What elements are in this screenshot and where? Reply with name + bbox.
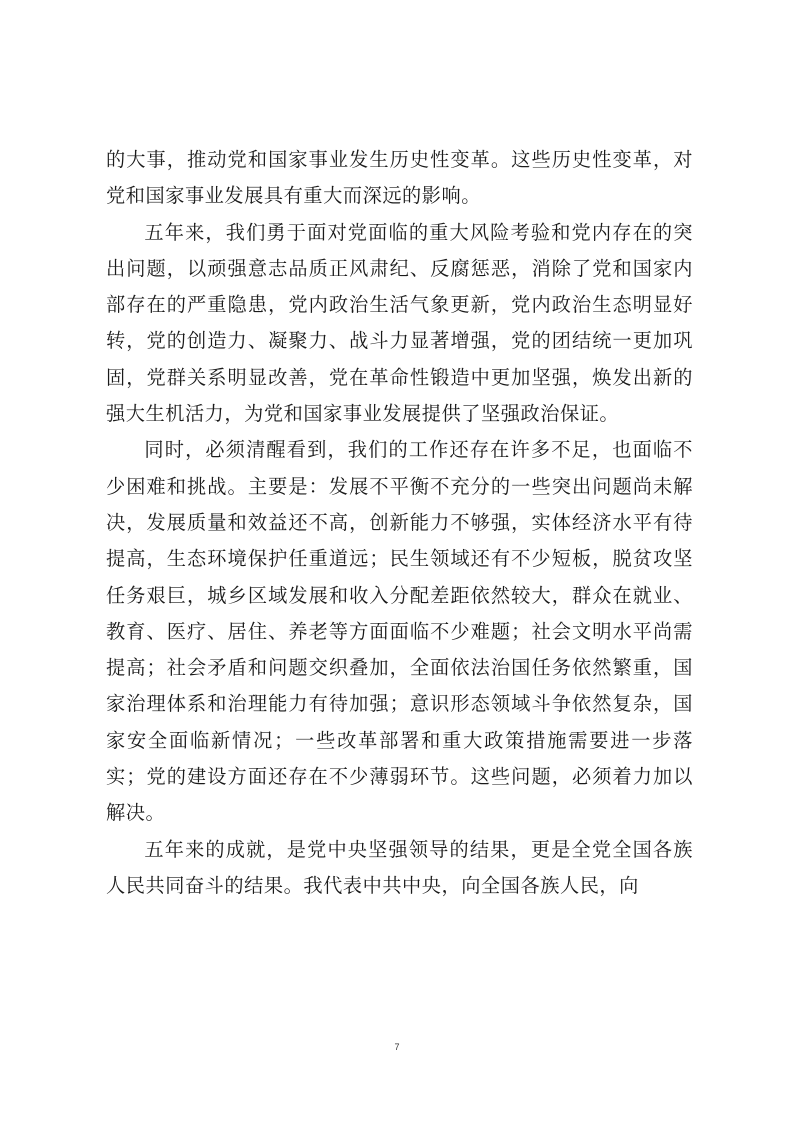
document-body [106,142,693,904]
paragraph-2: 五年来，我们勇于面对党面临的重大风险考验和党内存在的突出问题，以顽强意志品质正风肃纪、反腐惩恶，消除了党和国家内部存在的严重隐患，党内政治生活气象更新，党内政治生态明显好转，党的创造力、凝聚力、战斗力显著增强，党的团结统一更加巩固，党群关系明显改善，党在革命性锻造中更加坚强，焕发出新的强大生机活力，为党和国家事业发展提供了坚强政治保证。 [106,220,693,426]
paragraph-1: 的大事，推动党和国家事业发生历史性变革。这些历史性变革，对党和国家事业发展具有重大而深远的影响。 [106,148,693,208]
page-number: 7 [394,1042,400,1052]
paragraph-3: 同时，必须清醒看到，我们的工作还存在许多不足，也面临不少困难和挑战。主要是：发展不平衡不充分的一些突出问题尚未解决，发展质量和效益还不高，创新能力不够强，实体经济水平有待提高，生态环境保护任重道远；民生领域还有不少短板，脱贫攻坚任务艰巨，城乡区域发展和收入分配差距依然较大，群众在就业、教育、医疗、居住、养老等方面面临不少难题；社会文明水平尚需提高；社会矛盾和问题交织叠加，全面依法治国任务依然繁重，国家治理体系和治理能力有待加强；意识形态领域斗争依然复杂，国家安全面临新情况；一些改革部署和重大政策措施需要进一步落实；党的建设方面还存在不少薄弱环节。这些问题，必须着力加以解决。 [106,438,693,825]
paragraph-4: 五年来的成就，是党中央坚强领导的结果，更是全党全国各族人民共同奋斗的结果。我代表中共中央，向全国各族人民，向 [106,837,693,897]
